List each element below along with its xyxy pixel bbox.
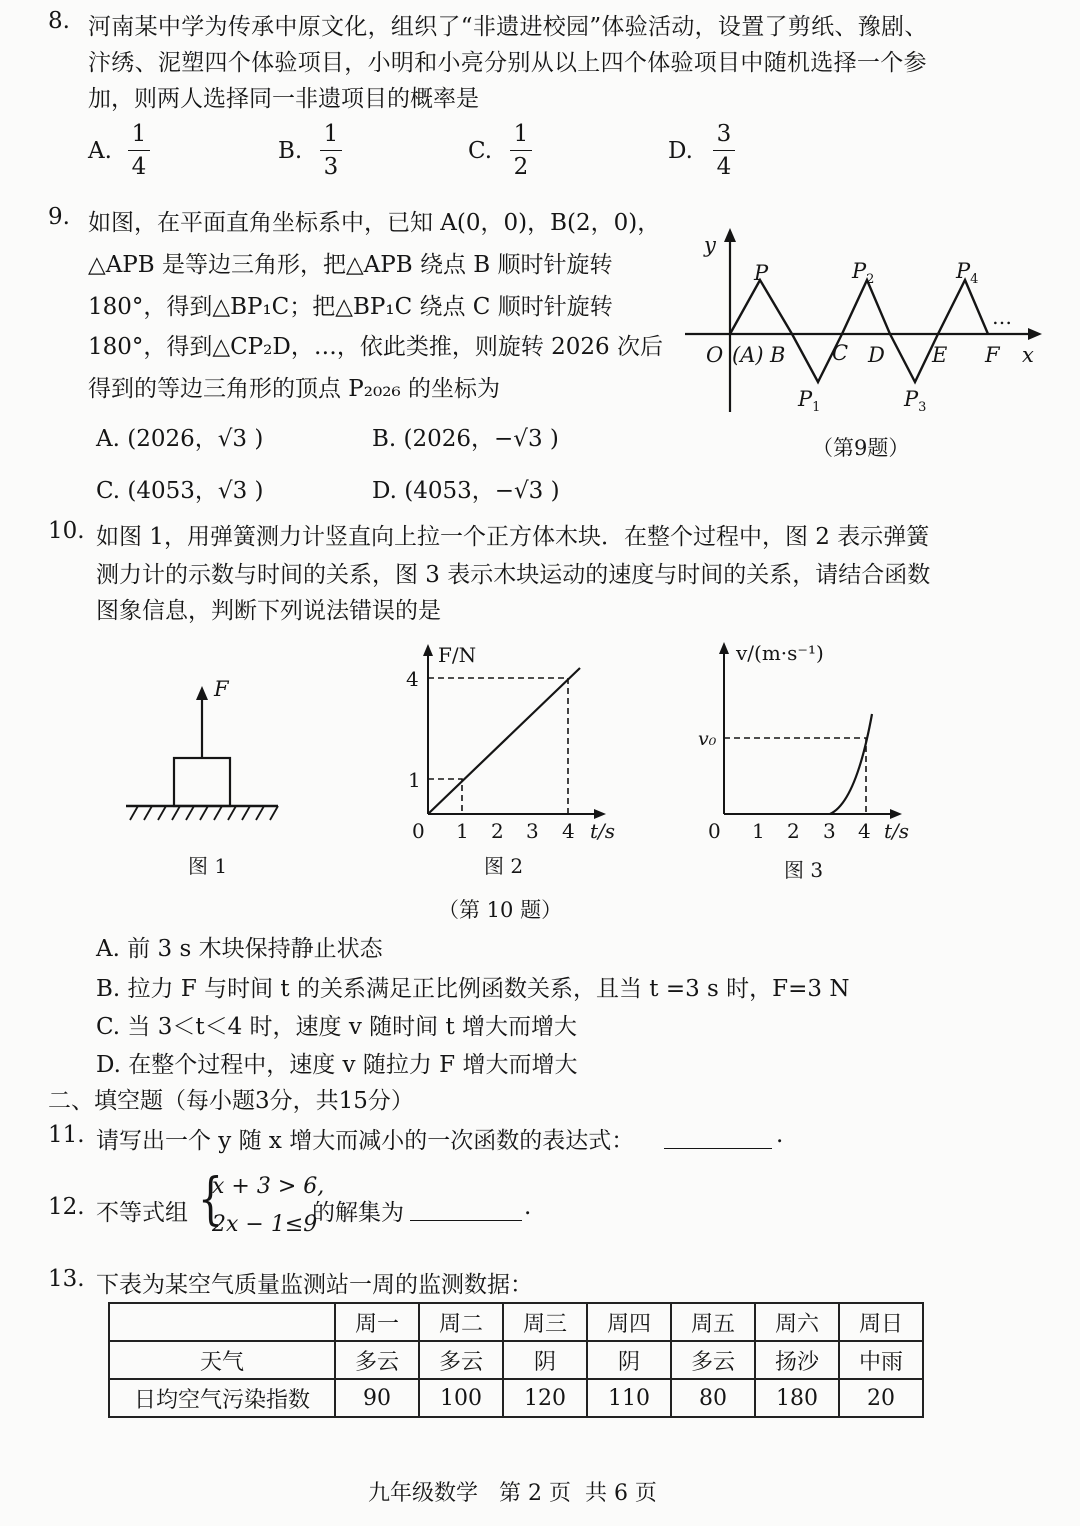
- q9-figure-caption: （第9题）: [812, 436, 910, 460]
- q10-fig2-y-arrow: [423, 644, 433, 656]
- table-header-day: 周五: [671, 1303, 755, 1341]
- page-footer: 九年级数学 第 2 页 共 6 页: [368, 1481, 657, 1506]
- q10-fig3-x-arrow: [890, 809, 902, 819]
- q13-text: 下表为某空气质量监测站一周的监测数据：: [96, 1272, 533, 1298]
- q8-option-a-label: A.: [88, 138, 112, 164]
- table-cell: 110: [587, 1379, 671, 1417]
- q12-brace: {: [198, 1167, 223, 1232]
- q8-stem-line2: 汴绣、泥塑四个体验项目，小明和小亮分别从以上四个体验项目中随机选择一个参: [88, 50, 927, 76]
- q10-fig2-force-line: [428, 668, 580, 814]
- q9-label-x: x: [1022, 343, 1034, 367]
- table-header-day: 周一: [335, 1303, 419, 1341]
- q10-fig3-tick-t4: 4: [858, 819, 871, 843]
- table-header-day: 周二: [419, 1303, 503, 1341]
- q8-option-d-fraction: [713, 120, 735, 181]
- q9-x-arrow: [1028, 328, 1042, 340]
- table-header-day: 周三: [503, 1303, 587, 1341]
- q10-fig2-x-arrow: [594, 809, 606, 819]
- q10-fig3-guides: [724, 738, 866, 814]
- table-cell: 阴: [503, 1341, 587, 1379]
- q9-label-d: D: [868, 343, 885, 367]
- q10-fig1-hatching: [130, 806, 278, 820]
- q10-option-c: C. 当 3＜t＜4 时，速度 v 随时间 t 增大而增大: [96, 1014, 578, 1040]
- table-cell: 180: [755, 1379, 839, 1417]
- q8-option-c-denominator: 2: [513, 154, 529, 180]
- q12-number: 12.: [48, 1194, 85, 1220]
- q8-option-b-denominator: 3: [323, 154, 339, 180]
- q9-label-o: O: [706, 343, 724, 367]
- q10-fig3-origin: 0: [708, 819, 721, 843]
- q9-stem-line1: 如图，在平面直角坐标系中，已知 A(0，0)，B(2，0)，: [88, 210, 661, 236]
- table-row: [109, 1379, 923, 1417]
- q8-stem-line1: 河南某中学为传承中原文化，组织了“非遗进校园”体验活动，设置了剪纸、豫剧、: [88, 14, 928, 40]
- q9-label-p1: $P_1$: [798, 387, 821, 415]
- table-cell: 多云: [671, 1341, 755, 1379]
- q10-fig2-tick-t2: 2: [491, 819, 504, 843]
- q8-option-b-label: B.: [278, 138, 303, 164]
- q12-answer-blank[interactable]: [410, 1194, 522, 1221]
- table-header-day: 周六: [755, 1303, 839, 1341]
- q12-end: .: [524, 1194, 532, 1220]
- q9-label-p4: $P_4$: [956, 259, 979, 287]
- q8-option-c-fraction: [510, 120, 532, 181]
- q10-fig2-origin: 0: [412, 819, 425, 843]
- q10-stem-line1: 如图 1，用弹簧测力计竖直向上拉一个正方体木块．在整个过程中，图 2 表示弹簧: [96, 524, 930, 550]
- q9-zigzag-triangles: [730, 280, 988, 382]
- q10-figure2-caption: 图 2: [484, 854, 524, 878]
- q10-figure1: [120, 670, 290, 830]
- table-cell: 阴: [587, 1341, 671, 1379]
- q8-number: 8.: [48, 8, 70, 34]
- q8-option-b-numerator: 1: [323, 121, 339, 147]
- q9-label-f: F: [985, 343, 1000, 367]
- q10-fig3-tick-t2: 2: [787, 819, 800, 843]
- q9-label-p3: $P_3$: [904, 387, 927, 415]
- q9-label-e: E: [932, 343, 948, 367]
- q10-fig2-tlabel: t/s: [590, 819, 616, 843]
- q10-fig2-tick-t1: 1: [456, 819, 469, 843]
- q10-stem-line2: 测力计的示数与时间的关系，图 3 表示木块运动的速度与时间的关系，请结合函数: [96, 562, 931, 588]
- q9-label-dots: …: [992, 305, 1012, 329]
- q8-stem-line3: 加，则两人选择同一非遗项目的概率是: [88, 86, 479, 112]
- q8-option-d-numerator: 3: [716, 121, 732, 147]
- q8-option-a-denominator: 4: [131, 154, 147, 180]
- q8-option-c-numerator: 1: [513, 121, 529, 147]
- q13-table: [108, 1302, 924, 1418]
- q9-stem-line2: △APB 是等边三角形，把△APB 绕点 B 顺时针旋转: [88, 252, 613, 278]
- table-cell: 扬沙: [755, 1341, 839, 1379]
- q10-option-d: D. 在整个过程中，速度 v 随拉力 F 增大而增大: [96, 1052, 578, 1078]
- q11-number: 11.: [48, 1122, 85, 1148]
- q11-text: 请写出一个 y 随 x 增大而减小的一次函数的表达式：: [96, 1128, 635, 1154]
- q10-fig3-v0: v₀: [698, 728, 717, 750]
- q10-option-a: A. 前 3 s 木块保持静止状态: [96, 936, 383, 962]
- q10-stem-line3: 图象信息，判断下列说法错误的是: [96, 598, 441, 624]
- q10-fig2-tick-t3: 3: [526, 819, 539, 843]
- table-cell: 20: [839, 1379, 923, 1417]
- table-corner-cell: [109, 1303, 335, 1341]
- q9-stem-line5: 得到的等边三角形的顶点 P₂₀₂₆ 的坐标为: [88, 376, 500, 402]
- q10-figure-caption: （第 10 题）: [438, 898, 563, 922]
- q11-end: .: [776, 1122, 784, 1148]
- table-cell: 120: [503, 1379, 587, 1417]
- q12-post: 的解集为: [312, 1200, 404, 1226]
- q10-fig2-tick-t4: 4: [562, 819, 575, 843]
- q9-label-p: P: [754, 261, 769, 285]
- q10-fig1-block: [174, 758, 230, 806]
- q8-option-d-denominator: 4: [716, 154, 732, 180]
- q9-number: 9.: [48, 204, 70, 230]
- table-cell: 80: [671, 1379, 755, 1417]
- q9-label-a: (A): [732, 343, 764, 367]
- q10-fig3-ylabel: v/(m·s⁻¹): [736, 641, 824, 665]
- q8-option-d-label: D.: [668, 138, 693, 164]
- q13-number: 13.: [48, 1266, 85, 1292]
- q9-option-b: B. (2026，−√3 ): [372, 426, 559, 452]
- table-row: [109, 1303, 923, 1341]
- q10-option-b: B. 拉力 F 与时间 t 的关系满足正比例函数关系，且当 t =3 s 时，F=3 N: [96, 976, 850, 1002]
- table-header-day: 周四: [587, 1303, 671, 1341]
- section-2-heading: 二、填空题（每小题3分，共15分）: [48, 1088, 414, 1114]
- q8-option-a-fraction: [128, 120, 150, 181]
- q8-option-c-label: C.: [468, 138, 493, 164]
- table-row-label: 日均空气污染指数: [109, 1379, 335, 1417]
- q10-fig2-tick-y1: 1: [408, 768, 421, 792]
- q9-label-y: y: [704, 233, 716, 257]
- table-cell: 中雨: [839, 1341, 923, 1379]
- q11-answer-blank[interactable]: [664, 1122, 772, 1149]
- q9-stem-line4: 180°，得到△CP₂D，…，依此类推，则旋转 2026 次后: [88, 334, 663, 360]
- q9-label-p2: $P_2$: [852, 259, 875, 287]
- q8-option-b-fraction: [320, 120, 342, 181]
- q10-figure3: [698, 632, 938, 846]
- q9-option-d: D. (4053，−√3 ): [372, 478, 560, 504]
- q10-figure2: [400, 636, 630, 846]
- q10-number: 10.: [48, 518, 85, 544]
- q10-fig3-tick-t3: 3: [823, 819, 836, 843]
- q9-stem-line3: 180°，得到△BP₁C；把△BP₁C 绕点 C 顺时针旋转: [88, 294, 613, 320]
- table-row: [109, 1341, 923, 1379]
- q12-pre: 不等式组: [96, 1200, 188, 1226]
- q10-figure3-caption: 图 3: [784, 858, 824, 882]
- table-cell: 90: [335, 1379, 419, 1417]
- q9-figure: [680, 222, 1050, 422]
- q12-inequality-1: x + 3 > 6,: [212, 1174, 325, 1199]
- q9-label-c: C: [832, 341, 849, 365]
- q8-option-a-numerator: 1: [131, 121, 147, 147]
- q9-option-c: C. (4053，√3 ): [96, 478, 264, 504]
- q10-figure1-caption: 图 1: [188, 854, 228, 878]
- q9-option-a: A. (2026，√3 ): [96, 426, 264, 452]
- table-row-label: 天气: [109, 1341, 335, 1379]
- table-header-day: 周日: [839, 1303, 923, 1341]
- q10-fig3-tlabel: t/s: [884, 819, 910, 843]
- table-cell: 多云: [419, 1341, 503, 1379]
- table-cell: 多云: [335, 1341, 419, 1379]
- q10-fig2-ylabel: F/N: [438, 643, 477, 667]
- q10-fig1-force-arrowhead: [196, 686, 208, 700]
- q9-y-arrow: [724, 228, 736, 242]
- q10-fig3-tick-t1: 1: [752, 819, 765, 843]
- q10-fig1-label-f: F: [214, 677, 229, 701]
- q10-fig2-tick-y4: 4: [406, 667, 419, 691]
- table-cell: 100: [419, 1379, 503, 1417]
- q9-label-b: B: [770, 343, 786, 367]
- q10-fig3-y-arrow: [719, 642, 729, 654]
- q12-inequality-2: 2x − 1≤9: [212, 1212, 318, 1237]
